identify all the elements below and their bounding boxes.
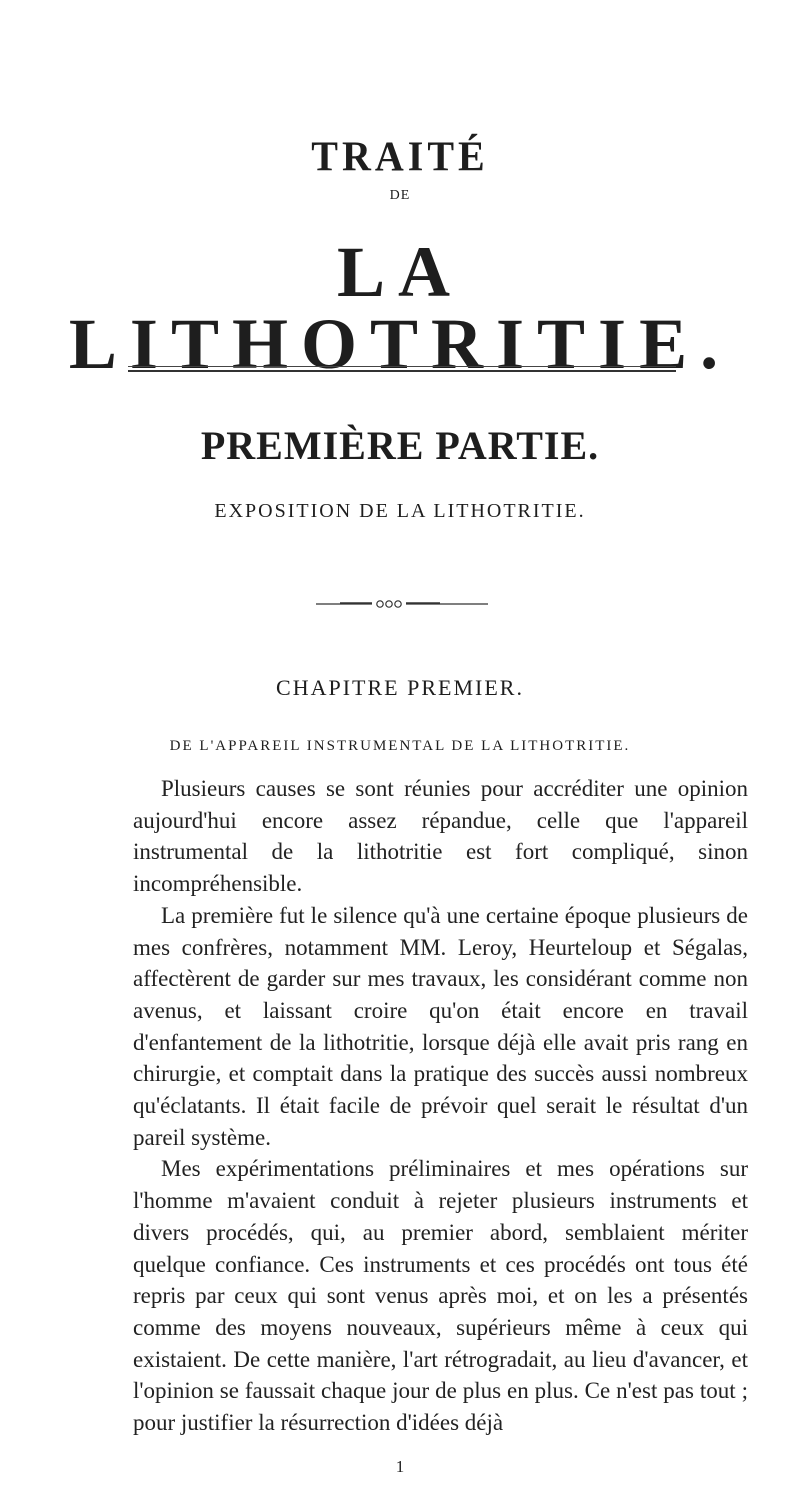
body-text: [133, 773, 748, 1439]
book-title: TRAITÉ: [311, 132, 489, 181]
part-subtitle: EXPOSITION DE LA LITHOTRITIE.: [214, 500, 586, 522]
ornament-divider: [0, 598, 800, 610]
chapter-subtitle: DE L'APPAREIL INSTRUMENTAL DE LA LITHOTRITIE.: [169, 738, 631, 754]
chapter-title: CHAPITRE PREMIER.: [276, 675, 524, 700]
title-preposition: DE: [389, 188, 411, 203]
paragraph: Mes expérimentations préliminaires et mes opérations sur l'homme m'avaient conduit à rejeter plusieurs instruments et divers procédés, qui, au premier abord, semblaient mériter quelque confiance. Ces instruments et ces procédés ont tous été repris par ceux qui sont venus après moi, et on les a présentés comme des moyens nouveaux, supérieurs même à ceux qui existaient. De cette manière, l'art rétrogradait, au lieu d'avancer, et l'opinion se faussait chaque jour de plus en plus. Ce n'est pas tout ; pour justifier la résurrection d'idées déjà: [133, 1156, 748, 1436]
part-title: PREMIÈRE PARTIE.: [200, 423, 600, 468]
paragraph: La première fut le silence qu'à une certaine époque plusieurs de mes confrères, notamment MM. Leroy, Heurteloup et Ségalas, affectèrent de garder sur mes travaux, les considérant comme non avenus, et laissant croire qu'on était encore en travail d'enfantement de la lithotritie, lorsque déjà elle avait pris rang en chirurgie, et comptait dans la pratique des succès aussi nombreux qu'éclatants. Il était facile de prévoir quel serait le résultat d'un pareil système.: [133, 902, 748, 1150]
double-rule-divider: [128, 366, 676, 372]
book-subject: LA LITHOTRITIE.: [68, 232, 732, 384]
signature-mark: 1: [395, 1457, 405, 1476]
paragraph: Plusieurs causes se sont réunies pour accréditer une opinion aujourd'hui encore assez répandue, celle que l'appareil instrumental de la lithotritie est fort compliqué, sinon incompréhensible.: [133, 776, 748, 897]
